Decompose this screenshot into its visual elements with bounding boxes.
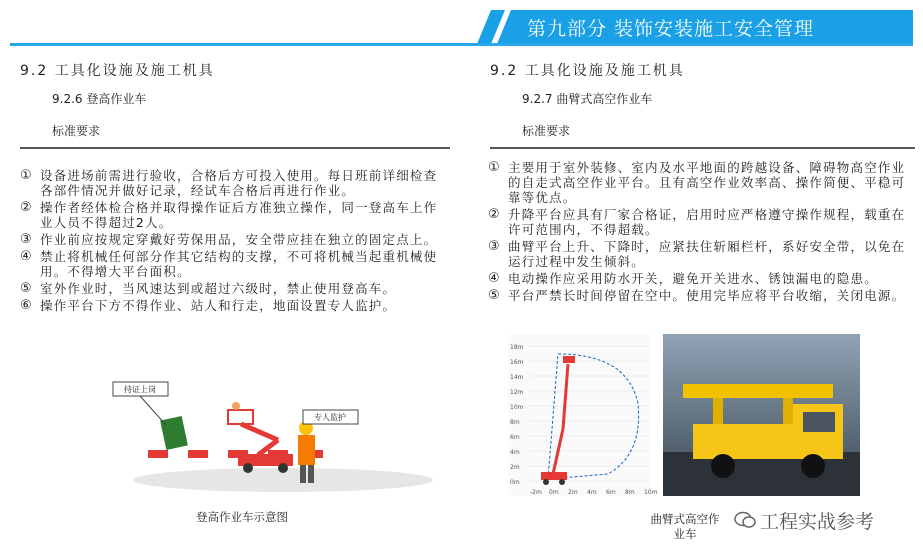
- item-number: ④: [20, 249, 33, 264]
- list-item: [488, 207, 916, 237]
- list-item: [488, 239, 916, 269]
- right-requirements-list: [488, 160, 916, 305]
- left-divider: [20, 147, 450, 149]
- header-rule: [10, 43, 913, 46]
- x-tick-label: 4m: [587, 489, 597, 496]
- label-guard: 专人监护: [314, 413, 346, 422]
- y-tick-label: 18m: [510, 344, 524, 351]
- x-tick-label: -2m: [530, 489, 542, 496]
- y-tick-label: 14m: [510, 374, 524, 381]
- working-range-diagram: [508, 334, 658, 496]
- item-number: ③: [20, 232, 33, 247]
- y-tick-label: 6m: [510, 434, 520, 441]
- y-tick-label: 10m: [510, 404, 524, 411]
- x-tick-label: 8m: [625, 489, 635, 496]
- item-text: 升降平台应具有厂家合格证，启用时应严格遵守操作规程，载重在许可范围内，不得超载。: [508, 207, 906, 237]
- item-number: ②: [488, 207, 501, 222]
- x-tick-label: 0m: [549, 489, 559, 496]
- list-item: [20, 200, 450, 230]
- item-number: ①: [20, 168, 33, 183]
- y-tick-label: 0m: [510, 479, 520, 486]
- watermark: [734, 507, 874, 534]
- item-text: 设备进场前需进行验收，合格后方可投入使用。每日班前详细检查各部件情况并做好记录，经试车合格后再进行作业。: [40, 168, 438, 198]
- item-number: ①: [488, 160, 501, 175]
- y-tick-label: 8m: [510, 419, 520, 426]
- label-cert: 持证上岗: [124, 385, 156, 394]
- aerial-platform-illustration: [108, 380, 433, 490]
- item-number: ②: [20, 200, 33, 215]
- left-caption: 登高作业车示意图: [196, 510, 288, 524]
- item-text: 禁止将机械任何部分作其它结构的支撑，不可将机械当起重机械使用。不得增大平台面积。: [40, 249, 438, 279]
- watermark-text: 工程实战参考: [760, 511, 875, 533]
- right-column: [490, 60, 915, 139]
- item-text: 作业前应按规定穿戴好劳保用品，安全带应挂在独立的固定点上。: [40, 232, 438, 247]
- articulated-lift-photo: [663, 334, 860, 496]
- right-divider: [490, 147, 915, 149]
- item-text: 操作者经体检合格并取得操作证后方准独立操作，同一登高车上作业人员不得超过2人。: [40, 200, 438, 230]
- y-tick-label: 4m: [510, 449, 520, 456]
- item-text: 室外作业时，当风速达到或超过六级时，禁止使用登高车。: [40, 281, 397, 296]
- left-subsection-title: 9.2.6 登高作业车: [52, 92, 147, 106]
- item-text: 平台严禁长时间停留在空中。使用完毕应将平台收缩，关闭电源。: [508, 288, 906, 303]
- list-item: [20, 281, 450, 296]
- y-tick-label: 12m: [510, 389, 524, 396]
- item-number: ⑥: [20, 298, 33, 313]
- left-standard-label: 标准要求: [52, 124, 101, 138]
- left-section-title: 9.2 工具化设施及施工机具: [20, 63, 215, 79]
- left-column: [20, 60, 450, 139]
- list-item: [20, 249, 450, 279]
- item-text: 操作平台下方不得作业、站人和行走，地面设置专人监护。: [40, 298, 397, 313]
- list-item: [488, 288, 916, 303]
- x-tick-label: 10m: [644, 489, 658, 496]
- item-number: ③: [488, 239, 501, 254]
- right-section-title: 9.2 工具化设施及施工机具: [490, 63, 685, 79]
- left-requirements-list: [20, 168, 450, 315]
- y-tick-label: 2m: [510, 464, 520, 471]
- right-caption: 曲臂式高空作业车: [650, 512, 720, 541]
- wechat-icon: [734, 511, 756, 534]
- item-text: 曲臂平台上升、下降时，应紧扶住斩厢栏杆，系好安全带，以免在运行过程中发生倾斜。: [508, 239, 906, 269]
- right-standard-label: 标准要求: [522, 124, 571, 138]
- y-tick-label: 16m: [510, 359, 524, 366]
- page-title: 第九部分 装饰安装施工安全管理: [527, 18, 815, 40]
- x-tick-label: 2m: [568, 489, 578, 496]
- item-number: ④: [488, 271, 501, 286]
- item-number: ⑤: [20, 281, 33, 296]
- item-text: 主要用于室外装修、室内及水平地面的跨越设备、障碍物高空作业的自走式高空作业平台。且有高空作业效率高、操作简便、平稳可靠等优点。: [508, 160, 906, 205]
- list-item: [20, 168, 450, 198]
- header-banner: [477, 10, 913, 44]
- right-subsection-title: 9.2.7 曲臂式高空作业车: [522, 92, 653, 106]
- list-item: [20, 232, 450, 247]
- item-text: 电动操作应采用防水开关，避免开关进水、锈蚀漏电的隐患。: [508, 271, 878, 286]
- item-number: ⑤: [488, 288, 501, 303]
- list-item: [20, 298, 450, 313]
- list-item: [488, 160, 916, 205]
- list-item: [488, 271, 916, 286]
- x-tick-label: 6m: [606, 489, 616, 496]
